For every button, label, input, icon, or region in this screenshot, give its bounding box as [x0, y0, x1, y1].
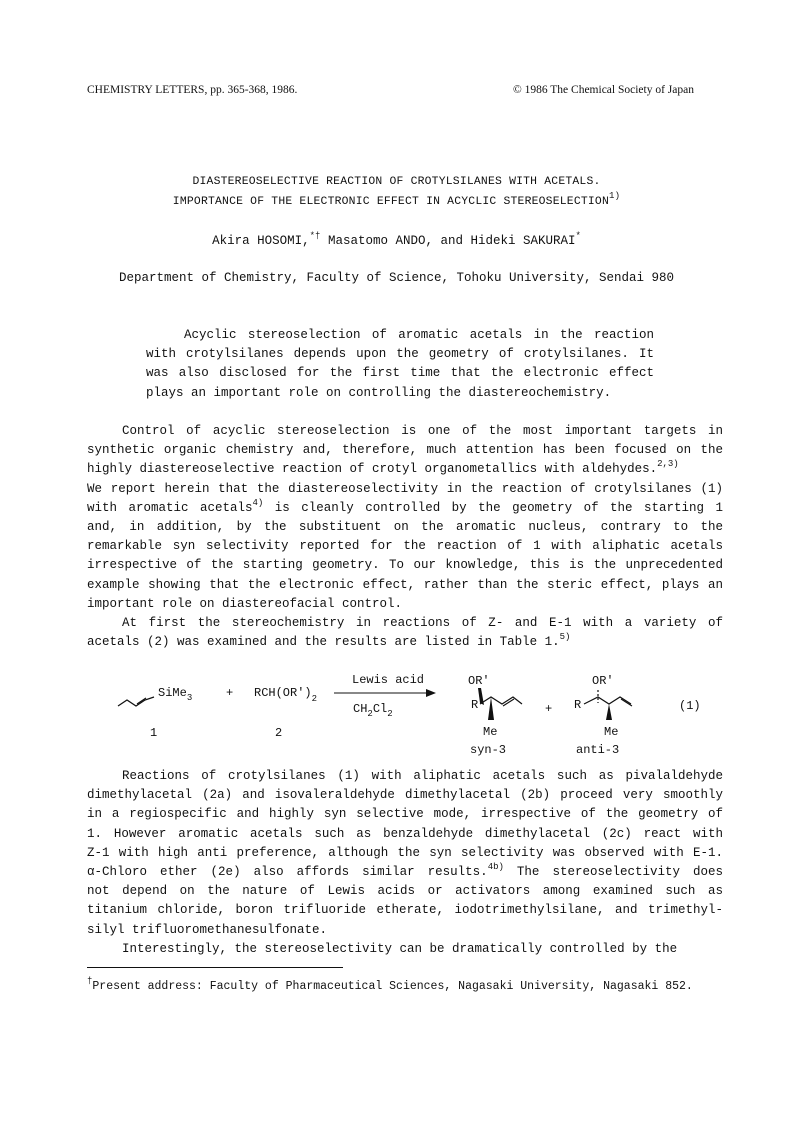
author-hosomi: Akira HOSOMI, [212, 234, 310, 248]
title-footnote-ref: 1) [609, 191, 621, 201]
arrow-solvent: $CH_2Cl_2$ [353, 702, 393, 719]
footnote-rule [87, 967, 343, 968]
body-line: important role on diastereofacial control. [87, 596, 403, 611]
author-others: Masatomo ANDO, and Hideki SAKURAI [320, 234, 576, 248]
syn-methyl-wedge [488, 697, 494, 720]
body-line: example showing that the electronic effect, rather than the steric effect, plays an [87, 577, 723, 592]
copyright-notice: © 1986 The Chemical Society of Japan [513, 84, 694, 96]
author-list [0, 231, 793, 248]
body-line: acetals (2) was examined and the results are listed in Table 1.$^{5)}$ [87, 632, 571, 650]
body-line: synthetic organic chemistry and, therefore, much attention has been focused on the [87, 443, 723, 458]
body-line: with aromatic acetals$^{4)}$ is cleanly controlled by the geometry of the starting 1 [87, 497, 723, 515]
body-line: not depend on the nature of Lewis acids or activators among examined such as [87, 884, 723, 899]
abstract-line: with crotylsilanes depends upon the geometry of crotylsilanes. It [146, 347, 654, 362]
body-line: 1. However aromatic acetals such as benzaldehyde dimethylacetal (2c) react with [87, 826, 723, 841]
anti-methyl: Me [604, 725, 619, 739]
crotylsilane-skeleton [118, 697, 154, 706]
body-line: We report herein that the diastereoselectivity in the reaction of crotylsilanes (1) [87, 481, 723, 496]
scheme-plus-2: + [545, 702, 553, 716]
reaction-arrowhead [426, 689, 436, 697]
syn-wedge-bond [478, 688, 484, 705]
ref-4b: 4b) [487, 861, 504, 872]
footnote-mark: † [87, 976, 93, 986]
anti-product-label: anti-3 [576, 743, 620, 757]
paper-title-line-1: DIASTEREOSELECTIVE REACTION OF CROTYLSILANES WITH ACETALS. [192, 176, 601, 188]
body-paragraph-1 [87, 422, 723, 652]
abstract-line: Acyclic stereoselection of aromatic acetals in the reaction [184, 328, 654, 342]
ref-2-3: 2,3) [657, 459, 679, 470]
paper-title-line-2: IMPORTANCE OF THE ELECTRONIC EFFECT IN ACYCLIC STEREOSELECTION$^{1)}$ [172, 191, 621, 208]
anti-backbone [584, 697, 631, 704]
body-line: Reactions of crotylsilanes (1) with aliphatic acetals such as pivalaldehyde [122, 769, 723, 783]
body-line: in a regiospecific and highly syn selective mode, irrespective of the geometry of [87, 807, 723, 822]
scheme-acetal: $RCH(OR')_2$ [254, 686, 318, 704]
body-line: Z-1 with high anti preference, although the syn selectivity was observed with E-1. [87, 845, 723, 860]
syn-r-group: R [471, 698, 479, 712]
body-line: and, in addition, by the substituent on the aromatic nucleus, contrary to the [87, 519, 723, 534]
abstract-line: was also disclosed for the first time that the electronic effect [146, 366, 654, 381]
syn-backbone [480, 697, 522, 704]
syn-or-group: OR' [468, 674, 490, 688]
body-line: Interestingly, the stereoselectivity can be dramatically controlled by the [122, 941, 678, 956]
body-line: titanium chloride, boron trifluoride etherate, iodotrimethylsilane, and trimethyl- [87, 903, 723, 918]
anti-r-group: R [574, 698, 582, 712]
body-line: silyl trifluoromethanesulfonate. [87, 922, 328, 937]
journal-citation: CHEMISTRY LETTERS, pp. 365-368, 1986. [87, 84, 298, 96]
body-line: At first the stereochemistry in reactions of Z- and E-1 with a variety of [122, 615, 723, 630]
affiliation: Department of Chemistry, Faculty of Science, Tohoku University, Sendai 980 [118, 271, 675, 285]
body-line: α-Chloro ether (2e) also affords similar results.$^{4b)}$ The stereoselectivity does [87, 861, 723, 879]
scheme-label-2: 2 [275, 726, 283, 740]
syn-methyl: Me [483, 725, 498, 739]
ref-5: 5) [559, 632, 571, 643]
author-mark-2: * [575, 231, 581, 241]
anti-or-group: OR' [592, 674, 614, 688]
arrow-lewis-acid: Lewis acid [352, 673, 425, 687]
syn-product-label: syn-3 [470, 743, 507, 757]
body-line: irrespective of the starting geometry. To our knowledge, this is the unprecedented [87, 558, 723, 573]
abstract [146, 326, 654, 403]
ref-4: 4) [252, 497, 264, 508]
abstract-line: plays an important role on controlling the diastereochemistry. [146, 385, 612, 400]
body-line: Control of acyclic stereoselection is one of the most important targets in [122, 424, 723, 438]
body-line: highly diastereoselective reaction of crotyl organometallics with aldehydes.$^{2,3)}$ [87, 459, 679, 477]
author-mark-1: *† [309, 231, 321, 241]
scheme-label-1: 1 [150, 726, 158, 740]
scheme-silyl-group: SiMe$_3$ [158, 686, 193, 703]
anti-methyl-wedge [606, 704, 612, 720]
equation-number: (1) [679, 699, 701, 713]
body-line: dimethylacetal (2a) and isovaleraldehyde dimethylacetal (2b) proceed very smoothly [87, 788, 723, 803]
body-line: remarkable syn selectivity reported for the reaction of 1 with aliphatic acetals [87, 539, 723, 554]
body-paragraph-3 [87, 767, 723, 959]
scheme-plus-1: + [226, 686, 234, 700]
footnote: †Present address: Faculty of Pharmaceutical Sciences, Nagasaki University, Nagasaki 852. [87, 976, 693, 993]
